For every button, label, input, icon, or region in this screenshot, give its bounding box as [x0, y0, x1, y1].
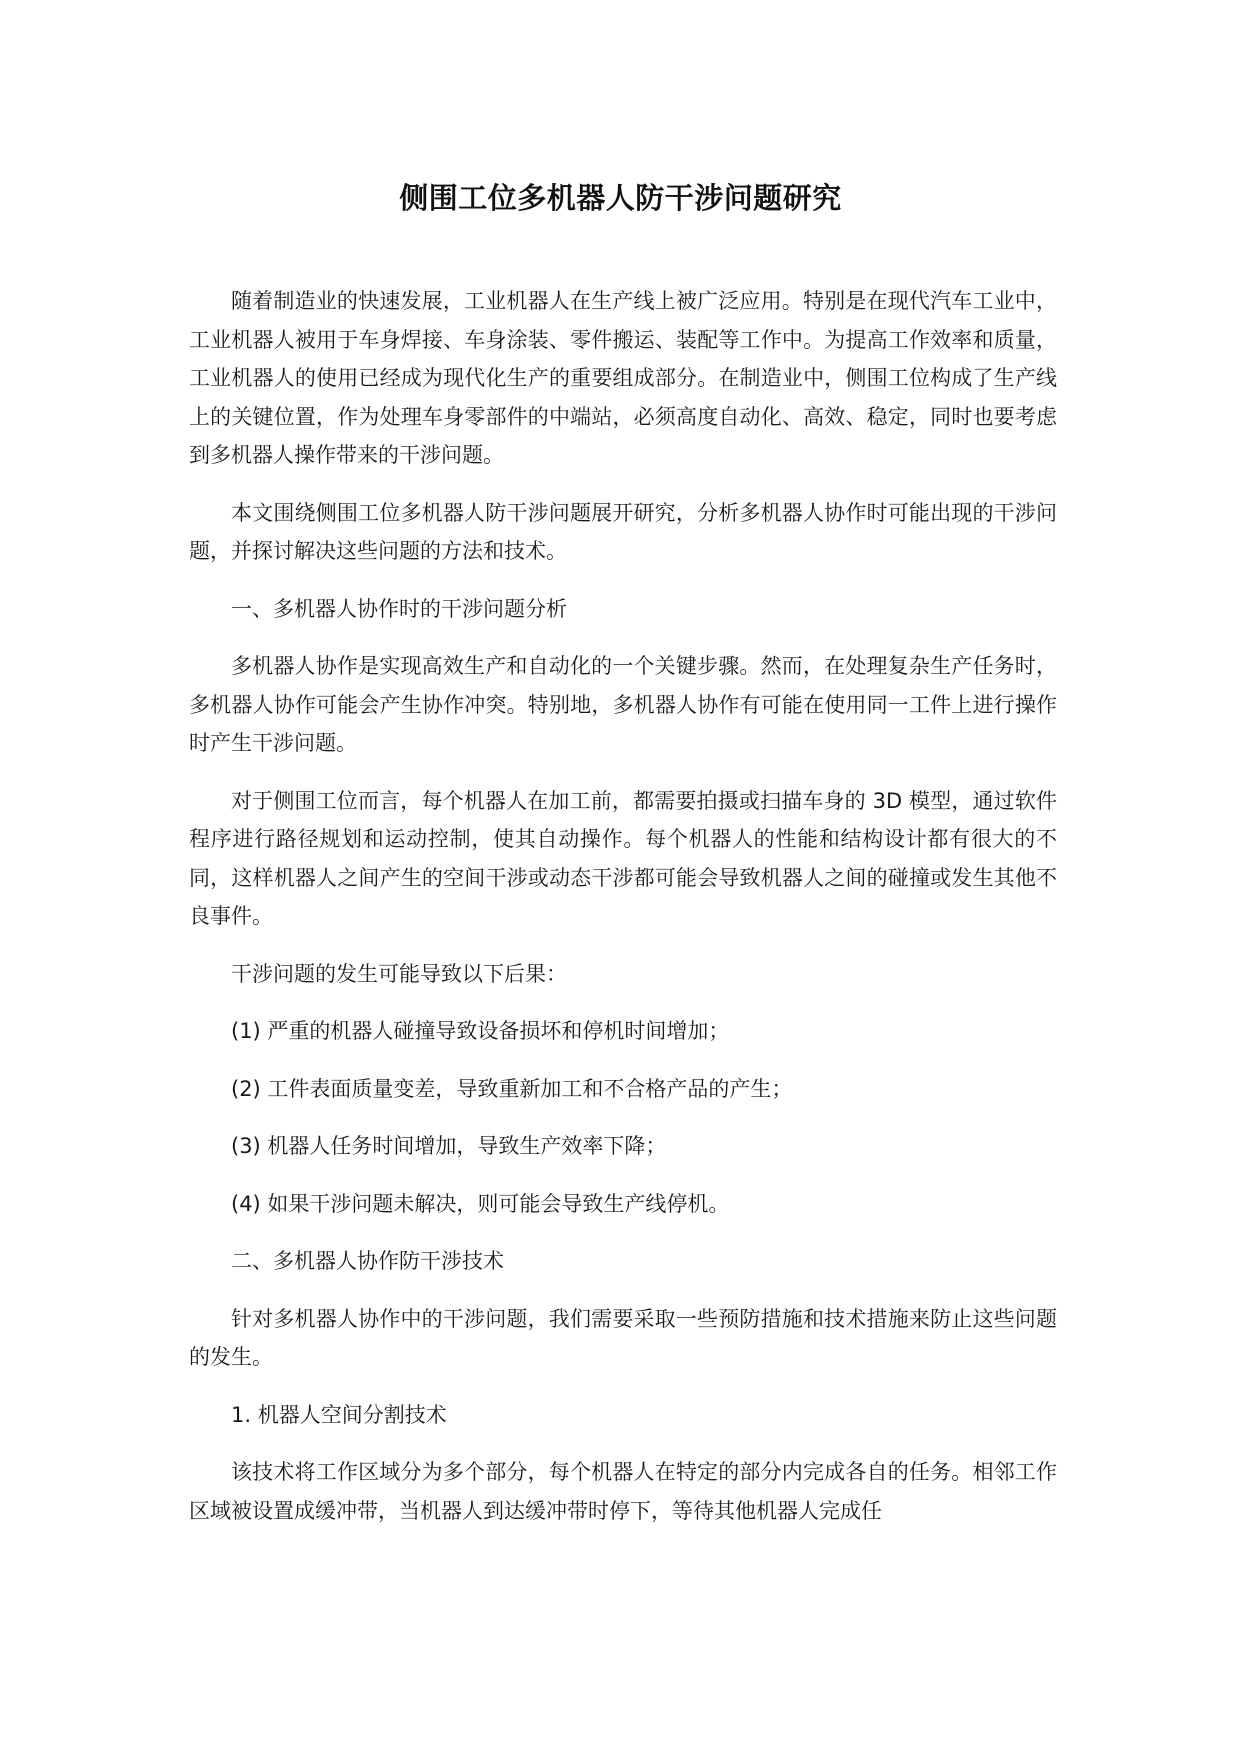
- list-item-consequence-1: (1) 严重的机器人碰撞导致设备损坏和停机时间增加；: [231, 1019, 730, 1043]
- document-title: 侧围工位多机器人防干涉问题研究: [399, 181, 842, 215]
- document-body: [189, 282, 1057, 1549]
- list-item-consequence-2: (2) 工件表面质量变差，导致重新加工和不合格产品的产生；: [231, 1076, 793, 1101]
- paragraph-consequences-intro: 干涉问题的发生可能导致以下后果：: [231, 961, 567, 986]
- section-heading-2: 二、多机器人协作防干涉技术: [231, 1249, 504, 1273]
- paragraph-scope: 本文围绕侧围工位多机器人防干涉问题展开研究，分析多机器人协作时可能出现的干涉问题，并探讨解决这些问题的方法和技术。: [189, 500, 1057, 563]
- subsection-heading-1: 1. 机器人空间分割技术: [231, 1402, 447, 1427]
- list-item-consequence-3: (3) 机器人任务时间增加，导致生产效率下降；: [231, 1134, 667, 1158]
- paragraph-intro: 随着制造业的快速发展，工业机器人在生产线上被广泛应用。特别是在现代汽车工业中，工业机器人被用于车身焊接、车身涂装、零件搬运、装配等工作中。为提高工作效率和质量，工业机器人的使用已经成为现代化生产的重要组成部分。在制造业中，侧围工位构成了生产线上的关键位置，作为处理车身零部件的中端站，必须高度自动化、高效、稳定，同时也要考虑到多机器人操作带来的干涉问题。: [189, 289, 1057, 467]
- paragraph-collaboration: 多机器人协作是实现高效生产和自动化的一个关键步骤。然而，在处理复杂生产任务时，多机器人协作可能会产生协作冲突。特别地，多机器人协作有可能在使用同一工件上进行操作时产生干涉问题。: [189, 654, 1057, 755]
- paragraph-measures: 针对多机器人协作中的干涉问题，我们需要采取一些预防措施和技术措施来防止这些问题的发生。: [189, 1306, 1057, 1369]
- paragraph-space-division: 该技术将工作区域分为多个部分，每个机器人在特定的部分内完成各自的任务。相邻工作区域被设置成缓冲带，当机器人到达缓冲带时停下，等待其他机器人完成任: [189, 1460, 1057, 1523]
- section-heading-1: 一、多机器人协作时的干涉问题分析: [231, 596, 567, 621]
- list-item-consequence-4: (4) 如果干涉问题未解决，则可能会导致生产线停机。: [231, 1191, 730, 1216]
- paragraph-side-station: 对于侧围工位而言，每个机器人在加工前，都需要拍摄或扫描车身的 3D 模型，通过软件程序进行路径规划和运动控制，使其自动操作。每个机器人的性能和结构设计都有很大的不同，这样机器人之间产生的空间干涉或动态干涉都可能会导致机器人之间的碰撞或发生其他不良事件。: [189, 788, 1057, 928]
